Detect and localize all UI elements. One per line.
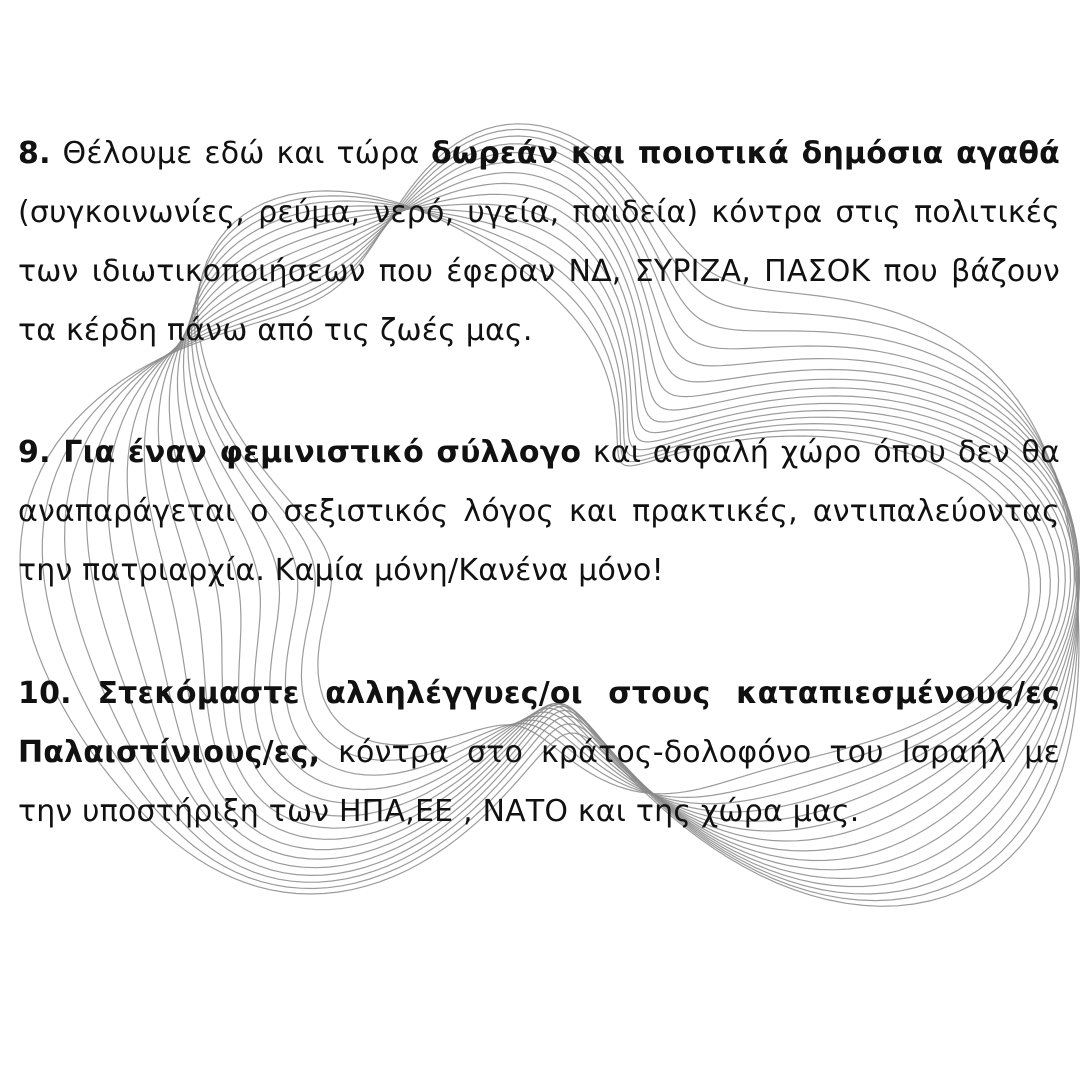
- paragraph-10: [18, 664, 1060, 841]
- paragraph-9-bold: 9. Για έναν φεμινιστικό σύλλογο: [18, 435, 582, 470]
- paragraph-8-bold: δωρεάν και ποιοτικά δημόσια αγαθά: [431, 136, 1060, 171]
- paragraph-10-bold: 10. Στεκόμαστε αλληλέγγυες/οι στους καταπιεσμένους/ες Παλαιστίνιους/ες,: [18, 676, 1060, 770]
- paragraph-8-intro: Θέλουμε εδώ και τώρα: [50, 136, 432, 171]
- paragraph-9: [18, 423, 1060, 600]
- paragraph-8-number: 8.: [18, 136, 51, 171]
- paragraph-8-rest: (συγκοινωνίες, ρεύμα, νερό, υγεία, παιδεία) κόντρα στις πολιτικές των ιδιωτικοποιήσεων που έφεραν ΝΔ, ΣΥΡΙΖΑ, ΠΑΣΟΚ που βάζουν τα κέρδη πάνω από τις ζωές μας.: [18, 195, 1060, 348]
- paragraph-9-rest: και ασφαλή χώρο όπου δεν θα αναπαράγεται ο σεξιστικός λόγος και πρακτικές, αντιπαλεύοντας την πατριαρχία. Καμία μόνη/Κανένα μόνο!: [18, 435, 1060, 588]
- paragraph-10-rest: κόντρα στο κράτος-δολοφόνο του Ισραήλ με την υποστήριξη των ΗΠΑ,ΕΕ , ΝΑΤΟ και της χώρα μας.: [18, 735, 1060, 829]
- paragraph-8: [18, 124, 1060, 360]
